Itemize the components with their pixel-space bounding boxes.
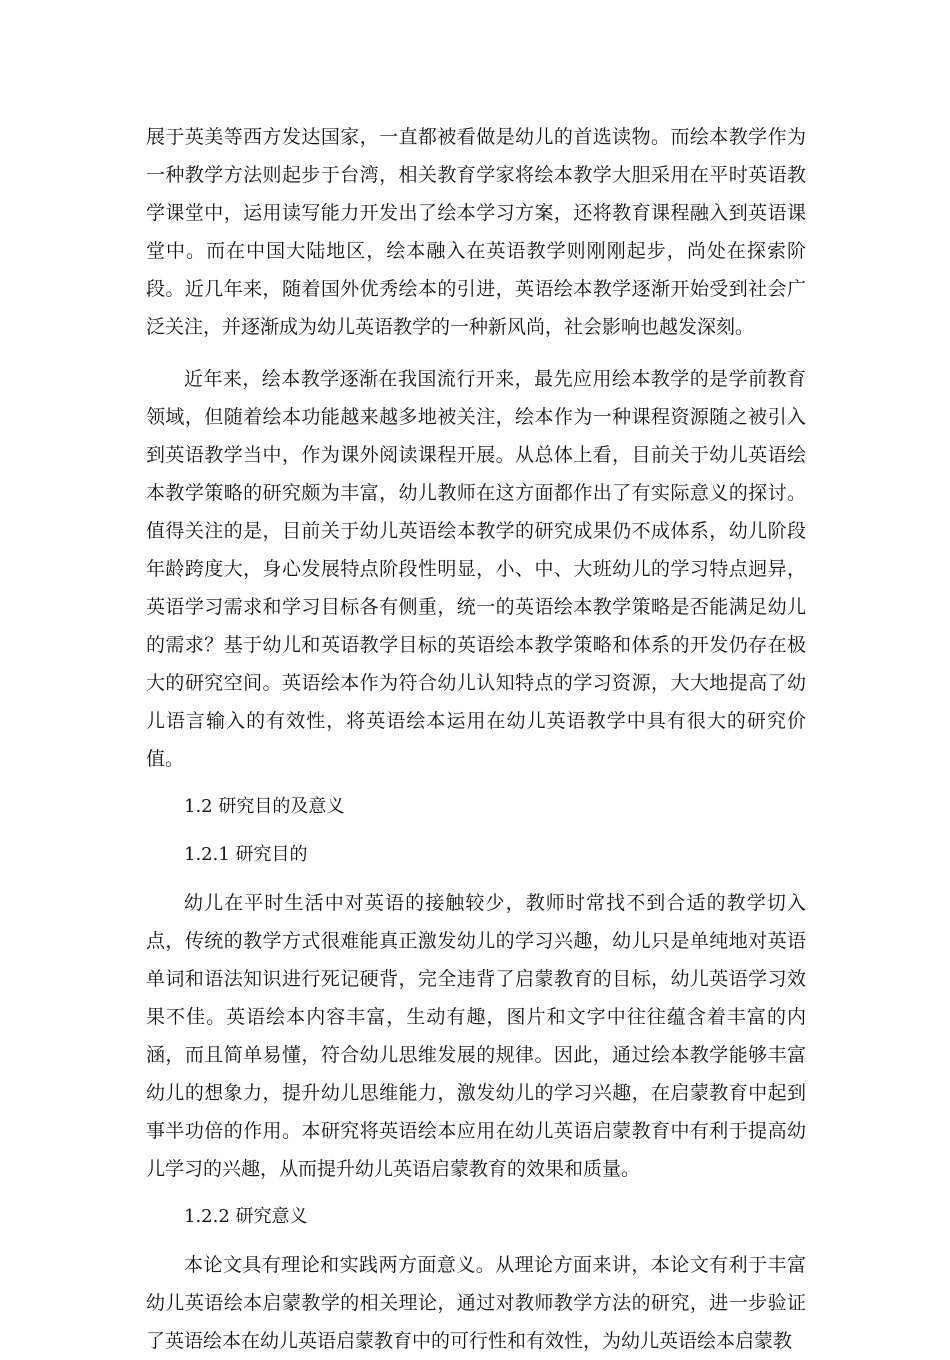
paragraph-intro-continued: 展于英美等西方发达国家，一直都被看做是幼儿的首选读物。而绘本教学作为一种教学方法则起步于台湾，相关教育学家将绘本教学大胆采用在平时英语教学课堂中，运用读写能力开发出了绘本学习方案，还将教育课程融入到英语课堂中。而在中国大陆地区，绘本融入在英语教学则刚刚起步，尚处在探索阶段。近几年来，随着国外优秀绘本的引进，英语绘本教学逐渐开始受到社会广泛关注，并逐渐成为幼儿英语教学的一种新风尚，社会影响也越发深刻。	[146, 126, 806, 338]
paragraph-research-significance: 本论文具有理论和实践两方面意义。从理论方面来讲，本论文有利于丰富幼儿英语绘本启蒙教学的相关理论，通过对教师教学方法的研究，进一步验证了英语绘本在幼儿英语启蒙教育中的可行性和有效性，为幼儿英语绘本启蒙教	[146, 1254, 806, 1352]
paragraph-recent-years: 近年来，绘本教学逐渐在我国流行开来，最先应用绘本教学的是学前教育领域，但随着绘本功能越来越多地被关注，绘本作为一种课程资源随之被引入到英语教学当中，作为课外阅读课程开展。从总体上看，目前关于幼儿英语绘本教学策略的研究颇为丰富，幼儿教师在这方面都作出了有实际意义的探讨。值得关注的是，目前关于幼儿英语绘本教学的研究成果仍不成体系，幼儿阶段年龄跨度大，身心发展特点阶段性明显，小、中、大班幼儿的学习特点迥异，英语学习需求和学习目标各有侧重，统一的英语绘本教学策略是否能满足幼儿的需求？基于幼儿和英语教学目标的英语绘本教学策略和体系的开发仍存在极大的研究空间。英语绘本作为符合幼儿认知特点的学习资源，大大地提高了幼儿语言输入的有效性，将英语绘本运用在幼儿英语教学中具有很大的研究价值。	[146, 368, 806, 770]
section-heading-1-2: 1.2 研究目的及意义	[184, 796, 345, 817]
document-page	[146, 118, 806, 1360]
section-heading-1-2-1: 1.2.1 研究目的	[184, 844, 308, 865]
section-heading-1-2-2: 1.2.2 研究意义	[184, 1206, 308, 1227]
paragraph-research-purpose: 幼儿在平时生活中对英语的接触较少，教师时常找不到合适的教学切入点，传统的教学方式很难能真正激发幼儿的学习兴趣，幼儿只是单纯地对英语单词和语法知识进行死记硬背，完全违背了启蒙教育的目标，幼儿英语学习效果不佳。英语绘本内容丰富，生动有趣，图片和文字中往往蕴含着丰富的内涵，而且简单易懂，符合幼儿思维发展的规律。因此，通过绘本教学能够丰富幼儿的想象力，提升幼儿思维能力，激发幼儿的学习兴趣，在启蒙教育中起到事半功倍的作用。本研究将英语绘本应用在幼儿英语启蒙教育中有利于提高幼儿学习的兴趣，从而提升幼儿英语启蒙教育的效果和质量。	[146, 892, 806, 1180]
